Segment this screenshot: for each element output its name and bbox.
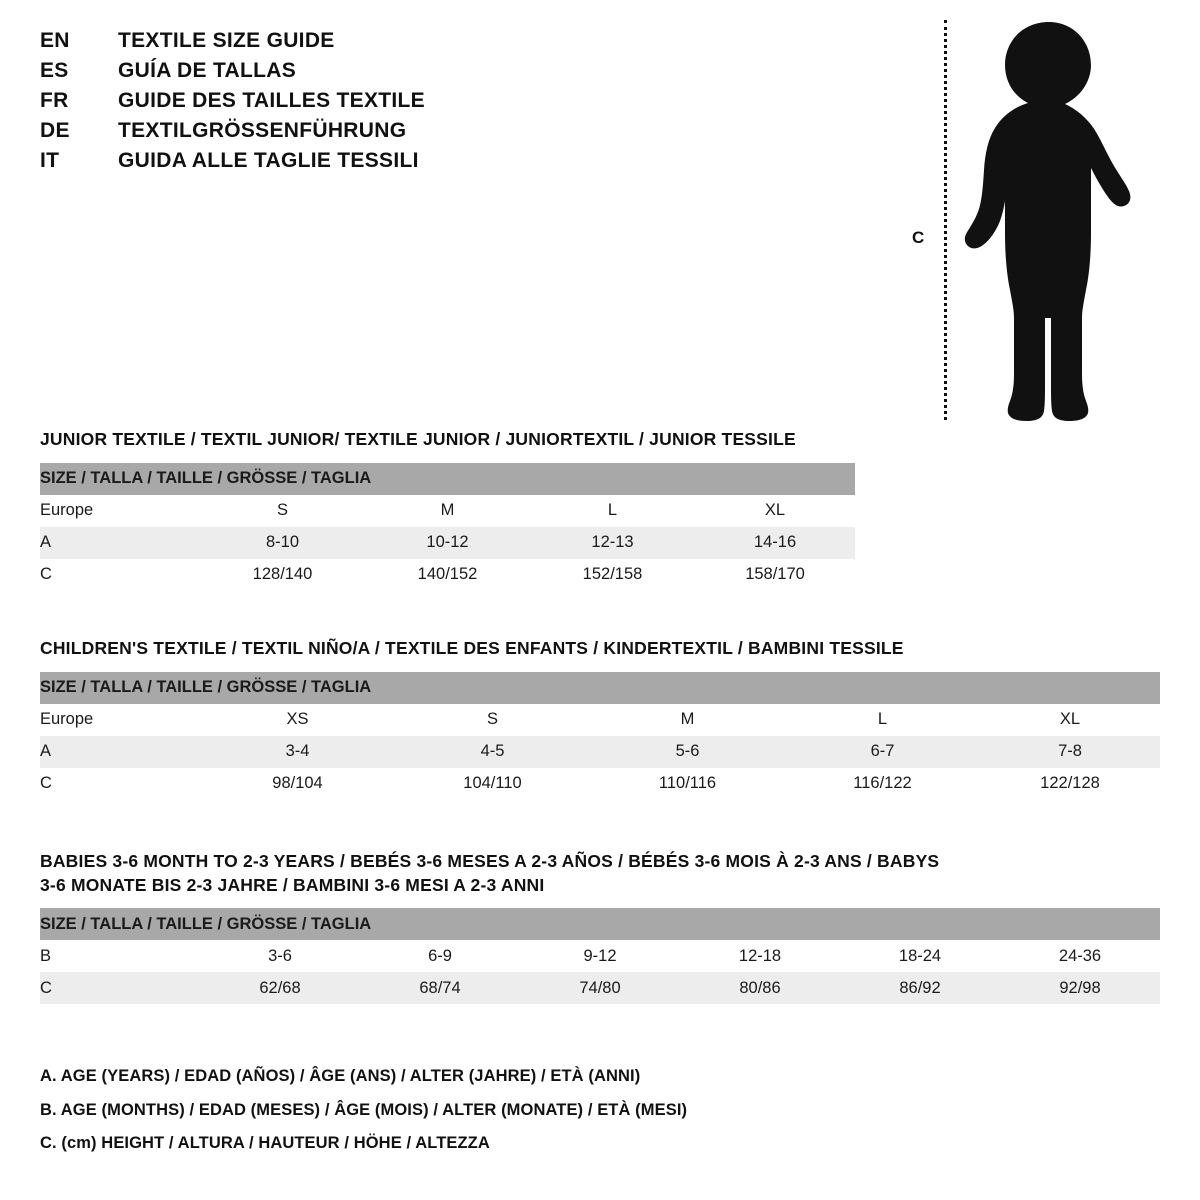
section-title: JUNIOR TEXTILE / TEXTIL JUNIOR/ TEXTILE JUNIOR / JUNIORTEXTIL / JUNIOR TESSILE: [40, 429, 796, 449]
band-label: SIZE / TALLA / TAILLE / GRÖSSE / TAGLIA: [40, 469, 372, 488]
table-band-row: [40, 672, 1160, 704]
junior-size-table: [40, 463, 855, 591]
table-cell: 10-12: [426, 533, 469, 552]
table-cell: L: [877, 710, 888, 729]
table-row: [40, 704, 1160, 736]
table-cell: 128/140: [252, 565, 313, 584]
table-cell: 98/104: [272, 774, 323, 793]
header-title-text: TEXTILE SIZE GUIDE: [118, 29, 335, 52]
table-cell: 3-4: [285, 742, 310, 761]
header-lang-code: EN: [40, 29, 70, 52]
legend-footnotes: [40, 1068, 687, 1169]
section-junior: [40, 428, 855, 591]
section-title: BABIES 3-6 MONTH TO 2-3 YEARS / BEBÉS 3-6 MESES A 2-3 AÑOS / BÉBÉS 3-6 MOIS À 2-3 ANS / BABYS 3-6 MONATE BIS 2-3 JAHRE / BAMBINI 3-6 MESI A 2-3 ANNI: [40, 851, 940, 895]
table-cell: 14-16: [753, 533, 797, 552]
table-row: [40, 559, 855, 591]
section-children: [40, 637, 1160, 800]
table-cell: 18-24: [898, 946, 942, 965]
header-title-text: GUIDA ALLE TAGLIE TESSILI: [118, 149, 419, 172]
table-row: [40, 495, 855, 527]
table-cell: XL: [764, 501, 786, 520]
header-lang-code: ES: [40, 59, 69, 82]
table-row: [40, 736, 1160, 768]
child-silhouette-icon: [945, 18, 1145, 428]
header-title-text: GUIDE DES TAILLES TEXTILE: [118, 89, 425, 112]
height-measure-figure: [900, 10, 1160, 430]
table-row: [40, 972, 1160, 1004]
row-label: C: [40, 978, 52, 997]
table-row: [40, 527, 855, 559]
header-row: [40, 120, 660, 141]
table-cell: 158/170: [745, 565, 805, 584]
table-band-row: [40, 463, 855, 495]
table-cell: 12-18: [738, 946, 782, 965]
language-header: [40, 30, 660, 180]
footnote-a: A. AGE (YEARS) / EDAD (AÑOS) / ÂGE (ANS) / ALTER (JAHRE) / ETÀ (ANNI): [40, 1067, 641, 1085]
table-cell: 74/80: [579, 978, 621, 997]
row-label: A: [40, 533, 52, 552]
table-cell: 8-10: [265, 533, 300, 552]
table-cell: XS: [286, 710, 309, 729]
table-cell: 116/122: [853, 774, 912, 793]
row-label: C: [40, 565, 52, 584]
table-cell: 104/110: [463, 774, 522, 793]
table-cell: 3-6: [268, 946, 292, 965]
table-cell: 62/68: [259, 978, 301, 997]
table-band-row: [40, 908, 1160, 940]
header-lang-code: IT: [40, 149, 60, 172]
table-cell: S: [276, 501, 288, 520]
table-row: [40, 768, 1160, 800]
header-title-text: TEXTILGRÖSSENFÜHRUNG: [118, 119, 407, 142]
table-cell: 4-5: [480, 742, 505, 761]
header-row: [40, 60, 660, 81]
row-label: Europe: [40, 710, 94, 729]
table-row: [40, 940, 1160, 972]
band-label: SIZE / TALLA / TAILLE / GRÖSSE / TAGLIA: [40, 678, 372, 697]
header-lang-code: DE: [40, 119, 70, 142]
band-label: SIZE / TALLA / TAILLE / GRÖSSE / TAGLIA: [40, 914, 372, 933]
table-cell: 92/98: [1059, 978, 1101, 997]
table-cell: L: [607, 501, 618, 520]
header-row: [40, 30, 660, 51]
table-cell: 5-6: [675, 742, 700, 761]
section-title: CHILDREN'S TEXTILE / TEXTIL NIÑO/A / TEXTILE DES ENFANTS / KINDERTEXTIL / BAMBINI TESSILE: [40, 638, 904, 658]
row-label: A: [40, 742, 52, 761]
footnote-b: B. AGE (MONTHS) / EDAD (MESES) / ÂGE (MOIS) / ALTER (MONATE) / ETÀ (MESI): [40, 1100, 688, 1119]
row-label: B: [40, 946, 52, 965]
table-cell: 68/74: [419, 978, 461, 997]
table-cell: M: [680, 710, 695, 729]
table-cell: M: [440, 501, 455, 520]
children-size-table: [40, 672, 1160, 800]
row-label: C: [40, 774, 52, 793]
table-cell: 86/92: [899, 978, 941, 997]
babies-size-table: [40, 908, 1160, 1004]
header-lang-code: FR: [40, 89, 69, 112]
table-cell: 24-36: [1058, 946, 1102, 965]
row-label: Europe: [40, 501, 94, 520]
table-cell: 6-7: [870, 742, 895, 761]
table-cell: S: [486, 710, 498, 729]
header-row: [40, 90, 660, 111]
table-cell: 9-12: [583, 946, 617, 965]
table-cell: 6-9: [428, 946, 452, 965]
header-row: [40, 150, 660, 171]
measure-label-c: C: [912, 228, 925, 247]
table-cell: 122/128: [1040, 774, 1100, 793]
table-cell: 152/158: [582, 565, 643, 584]
table-cell: 80/86: [739, 978, 781, 997]
table-cell: 140/152: [417, 565, 478, 584]
table-cell: 12-13: [591, 533, 634, 552]
table-cell: 110/116: [658, 774, 717, 793]
section-babies: [40, 850, 1160, 1004]
footnote-c: C. (cm) HEIGHT / ALTURA / HAUTEUR / HÖHE / ALTEZZA: [40, 1134, 490, 1152]
header-title-text: GUÍA DE TALLAS: [118, 59, 297, 82]
table-cell: 7-8: [1058, 742, 1082, 761]
table-cell: XL: [1059, 710, 1081, 729]
